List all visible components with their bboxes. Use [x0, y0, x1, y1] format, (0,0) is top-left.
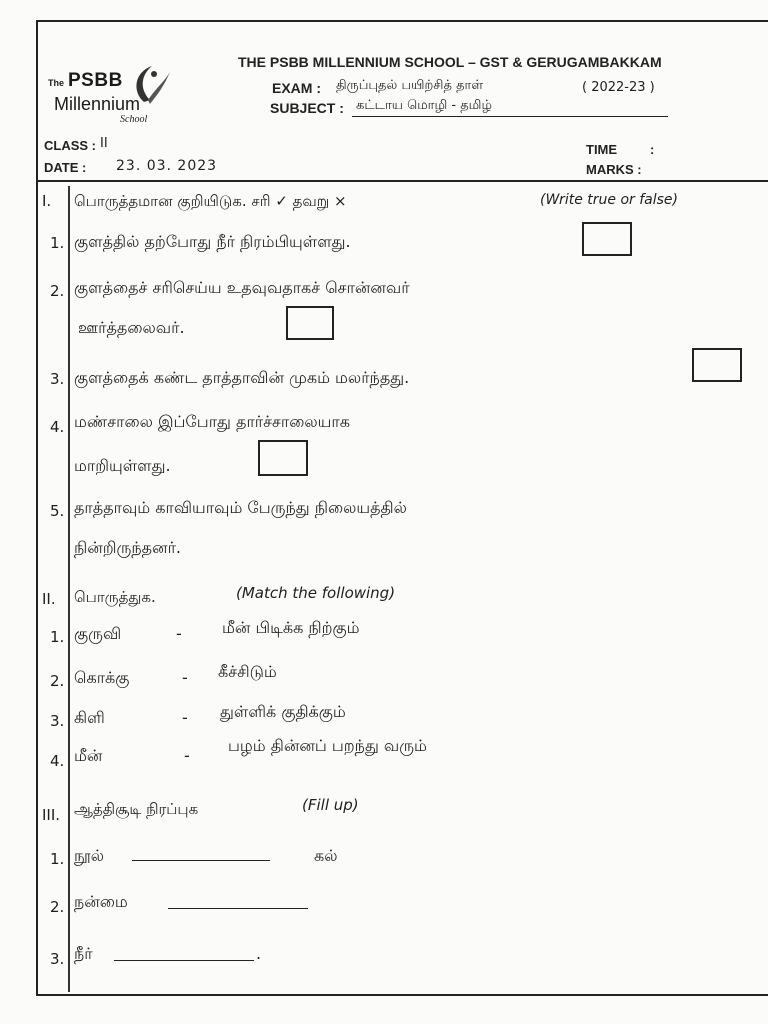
subject-underline [352, 116, 668, 117]
q4-number: 4. [50, 418, 65, 436]
fill1-blank[interactable] [132, 860, 270, 861]
date-value: 23. 03. 2023 [116, 158, 218, 174]
match3-number: 3. [50, 712, 65, 730]
time-colon: : [650, 142, 655, 157]
fill1-word: நூல் [74, 846, 105, 865]
school-name: THE PSBB MILLENNIUM SCHOOL – GST & GERUGAMBAKKAM [238, 54, 662, 70]
q4-text-line1: மண்சாலை இப்போது தார்ச்சாலையாக [74, 412, 350, 431]
fill3-number: 3. [50, 950, 65, 968]
section3-numeral: III. [42, 806, 61, 824]
match4-left: மீன் [74, 746, 103, 765]
exam-year: ( 2022-23 ) [582, 80, 655, 95]
q3-text: குளத்தைக் கண்ட தாத்தாவின் முகம் மலர்ந்தது. [74, 368, 410, 387]
q1-number: 1. [50, 234, 65, 252]
match3-dash: - [182, 708, 188, 727]
fill2-word: நன்மை [74, 892, 128, 911]
margin-line [68, 186, 70, 992]
date-label: DATE : [44, 160, 87, 175]
section3-title-en: (Fill up) [302, 796, 359, 814]
q5-text-line2: நின்றிருந்தனர். [74, 538, 182, 557]
exam-value: திருப்புதல் பயிற்சித் தாள் [336, 78, 484, 93]
q3-number: 3. [50, 370, 65, 388]
fill3-word: நீர் [74, 944, 93, 963]
q3-answer-box[interactable] [692, 348, 742, 382]
time-label: TIME [586, 142, 618, 157]
match4-right: பழம் தின்னப் பறந்து வரும் [228, 736, 427, 755]
header-divider [38, 180, 768, 182]
logo-the: The [48, 78, 65, 88]
section1-title-en: (Write true or false) [540, 192, 678, 208]
match2-left: கொக்கு [74, 668, 130, 687]
q4-text-line2: மாறியுள்ளது. [74, 456, 171, 475]
q2-answer-box[interactable] [286, 306, 334, 340]
section1-numeral: I. [42, 192, 52, 210]
q2-text-line1: குளத்தைச் சரிசெய்ய உதவுவதாகச் சொன்னவர் [74, 278, 410, 297]
logo-school: School [120, 114, 148, 125]
logo-psbb: PSBB [68, 70, 123, 91]
q5-text-line1: தாத்தாவும் காவியாவும் பேருந்து நிலையத்தில் [74, 498, 407, 517]
q2-number: 2. [50, 282, 65, 300]
match4-number: 4. [50, 752, 65, 770]
q2-text-line2: ஊர்த்தலைவர். [78, 318, 185, 337]
fill3-after: . [256, 944, 262, 963]
logo-millennium: Millennium [54, 94, 141, 114]
fill1-after: கல் [314, 846, 338, 865]
subject-value: கட்டாய மொழி - தமிழ் [356, 98, 492, 113]
section2-title-en: (Match the following) [236, 584, 396, 602]
class-value: II [100, 136, 108, 151]
section2-title: பொருத்துக. [74, 588, 156, 606]
match4-dash: - [184, 746, 190, 765]
match1-dash: - [176, 624, 182, 643]
match1-number: 1. [50, 628, 65, 646]
match1-right: மீன் பிடிக்க நிற்கும் [222, 618, 360, 637]
fill2-blank[interactable] [168, 908, 308, 909]
q1-text: குளத்தில் தற்போது நீர் நிரம்பியுள்ளது. [74, 232, 351, 251]
match2-dash: - [182, 668, 188, 687]
section1-title: பொருத்தமான குறியிடுக. சரி ✓ தவறு × [74, 192, 347, 210]
q1-answer-box[interactable] [582, 222, 632, 256]
fill3-blank[interactable] [114, 960, 254, 961]
match1-left: குருவி [74, 624, 122, 643]
match2-number: 2. [50, 672, 65, 690]
section3-title: ஆத்திசூடி நிரப்புக [74, 800, 199, 818]
q5-number: 5. [50, 502, 65, 520]
match2-right: கீச்சிடும் [218, 662, 277, 681]
class-label: CLASS : [44, 138, 96, 153]
fill2-number: 2. [50, 898, 65, 916]
exam-label: EXAM : [272, 80, 321, 96]
section2-numeral: II. [42, 590, 56, 608]
match3-left: கிளி [74, 708, 105, 727]
match3-right: துள்ளிக் குதிக்கும் [220, 702, 346, 721]
subject-label: SUBJECT : [270, 100, 344, 116]
marks-label: MARKS : [586, 162, 642, 177]
q4-answer-box[interactable] [258, 440, 308, 476]
fill1-number: 1. [50, 850, 65, 868]
